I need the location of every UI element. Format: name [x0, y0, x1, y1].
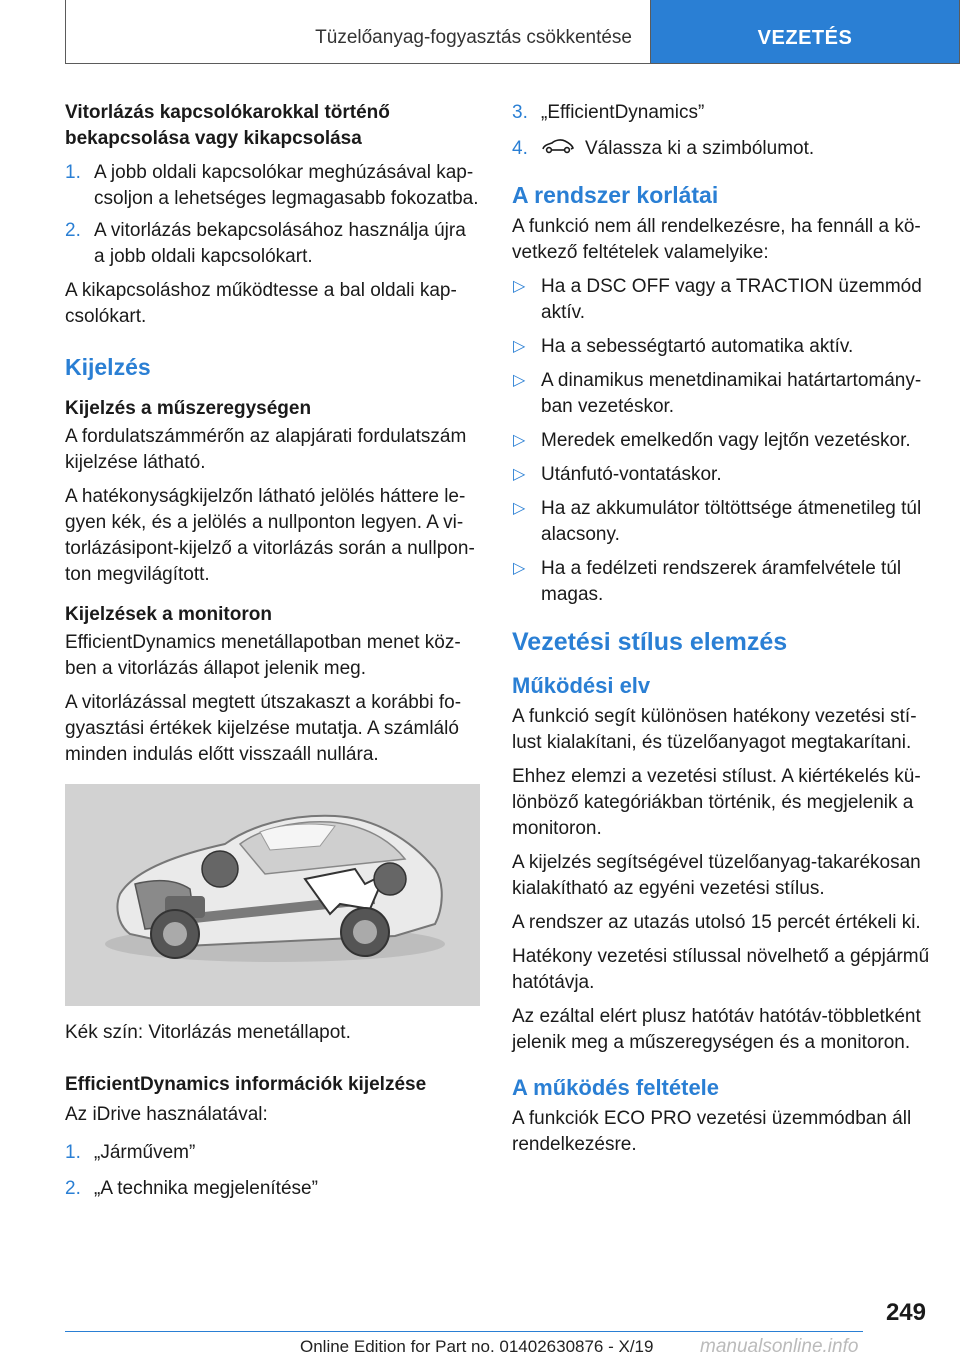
- principle-paragraph: A funkció segít különösen hatékony vezetési stílust kialakítani, és tüzelőanyagot megtakarítani.: [512, 706, 917, 754]
- page-header: [65, 0, 960, 64]
- display-title: Kijelzés: [65, 354, 151, 380]
- list-item: [512, 462, 932, 488]
- list-item: [512, 556, 932, 608]
- figure-caption: Kék szín: Vitorlázás menetállapot.: [65, 1022, 351, 1043]
- monitor-heading: Kijelzések a monitoron: [65, 604, 272, 625]
- limits-list: [512, 274, 932, 608]
- bullet-icon: ▷: [513, 372, 526, 390]
- list-item: [65, 218, 480, 270]
- footer-divider: [65, 1331, 863, 1332]
- limit-text: Ha a sebességtartó automatika aktív.: [541, 336, 854, 358]
- section-tab[interactable]: VEZETÉS: [651, 0, 959, 63]
- limits-intro: A funkció nem áll rendelkezésre, ha fennáll a következő feltételek valamelyike:: [512, 216, 921, 264]
- car-illustration: [65, 784, 480, 1006]
- limit-text: Ha a fedélzeti rendszerek áramfelvétele túl magas.: [541, 558, 902, 606]
- list-item: [512, 100, 932, 126]
- left-column: [65, 100, 480, 1210]
- step-number: 2.: [65, 220, 81, 241]
- step-number: 1.: [65, 1142, 81, 1163]
- bullet-icon: ▷: [513, 466, 526, 484]
- principle-title: Működési elv: [512, 673, 651, 699]
- principle-paragraph: Ehhez elemzi a vezetési stílust. A kiértékelés különböző kategóriákban történik, és megjelenik a monitoron.: [512, 766, 921, 840]
- bullet-icon: ▷: [513, 278, 526, 296]
- limit-text: Meredek emelkedőn vagy lejtőn vezetéskor.: [541, 430, 911, 452]
- limit-text: Utánfutó-vontatáskor.: [541, 464, 722, 486]
- step-text: „Járművem”: [94, 1142, 196, 1163]
- right-column: [512, 100, 932, 1166]
- car-icon: [65, 784, 480, 1006]
- step-number: 4.: [512, 138, 528, 159]
- ed-intro: Az iDrive használatával:: [65, 1104, 268, 1125]
- coasting-steps: [65, 160, 480, 270]
- list-item: [512, 136, 932, 162]
- car-symbol-icon: [541, 136, 575, 162]
- limit-text: Ha az akkumulátor töltöttsége átmenetileg túl alacsony.: [541, 498, 922, 546]
- step-number: 1.: [65, 162, 81, 183]
- ed-heading: EfficientDynamics információk kijelzése: [65, 1074, 427, 1095]
- bullet-icon: ▷: [513, 560, 526, 578]
- list-item: [512, 496, 932, 548]
- coasting-off-text: A kikapcsoláshoz működtesse a bal oldali kapcsolókart.: [65, 280, 457, 327]
- list-item: [512, 428, 932, 454]
- step-text: „EfficientDynamics”: [541, 102, 705, 123]
- ed-steps-continued: [512, 100, 932, 162]
- coasting-heading: Vitorlázás kapcsolókarokkal történő bekapcsolása vagy kikapcsolása: [65, 102, 390, 149]
- condition-paragraph: A funkciók ECO PRO vezetési üzemmódban áll rendelkezésre.: [512, 1108, 912, 1156]
- step-text: A vitorlázás bekapcsolásához használja újra a jobb oldali kapcsolókart.: [94, 220, 466, 267]
- step-number: 2.: [65, 1178, 81, 1199]
- watermark: manualsonline.info: [700, 1336, 859, 1357]
- bullet-icon: ▷: [513, 338, 526, 356]
- cluster-heading: Kijelzés a műszeregységen: [65, 398, 312, 419]
- principle-paragraph: A kijelzés segítségével tüzelőanyag-takarékosan kialakítható az egyéni vezetési stílus.: [512, 852, 921, 900]
- condition-title: A működés feltétele: [512, 1075, 720, 1101]
- list-item: [65, 160, 480, 212]
- style-title: Vezetési stílus elemzés: [512, 628, 788, 657]
- step-text: A jobb oldali kapcsolókar meghúzásával kapcsoljon a lehetséges legmagasabb fokozatba.: [94, 162, 479, 209]
- cluster-paragraph: A fordulatszámmérőn az alapjárati fordulatszám kijelzése látható.: [65, 426, 467, 473]
- chapter-title: Tüzelőanyag-fogyasztás csökkentése: [66, 0, 651, 63]
- list-item: [512, 274, 932, 326]
- step-text: Válassza ki a szimbólumot.: [585, 138, 815, 160]
- cluster-paragraph: A hatékonyságkijelzőn látható jelölés háttere legyen kék, és a jelölés a nullponton legyen. A vitorlázásipont-kijelző a vitorlázás során a nullponton megvilágított.: [65, 486, 475, 585]
- list-item: [512, 334, 932, 360]
- monitor-paragraph: EfficientDynamics menetállapotban menet közben a vitorlázás állapot jelenik meg.: [65, 632, 461, 679]
- limit-text: A dinamikus menetdinamikai határtartományban vezetéskor.: [541, 370, 922, 418]
- bullet-icon: ▷: [513, 432, 526, 450]
- limit-text: Ha a DSC OFF vagy a TRACTION üzemmód aktív.: [541, 276, 922, 324]
- list-item: [65, 1176, 480, 1202]
- step-text: „A technika megjelenítése”: [94, 1178, 318, 1199]
- monitor-paragraph: A vitorlázással megtett útszakaszt a korábbi fogyasztási értékek kijelzése mutatja. A számláló minden indulás előtt visszaáll nullára.: [65, 692, 462, 765]
- list-item: [512, 368, 932, 420]
- edition-text: Online Edition for Part no. 01402630876 - X/19: [300, 1337, 654, 1356]
- bullet-icon: ▷: [513, 500, 526, 518]
- principle-paragraph: Hatékony vezetési stílussal növelhető a gépjármű hatótávja.: [512, 946, 930, 994]
- principle-paragraph: Az ezáltal elért plusz hatótáv hatótáv-többletként jelenik meg a műszeregységen és a monitoron.: [512, 1006, 921, 1054]
- step-number: 3.: [512, 102, 528, 123]
- principle-paragraph: A rendszer az utazás utolsó 15 percét értékeli ki.: [512, 912, 921, 934]
- page-number: 249: [885, 1299, 926, 1326]
- limits-title: A rendszer korlátai: [512, 182, 719, 209]
- ed-steps: [65, 1140, 480, 1202]
- list-item: [65, 1140, 480, 1166]
